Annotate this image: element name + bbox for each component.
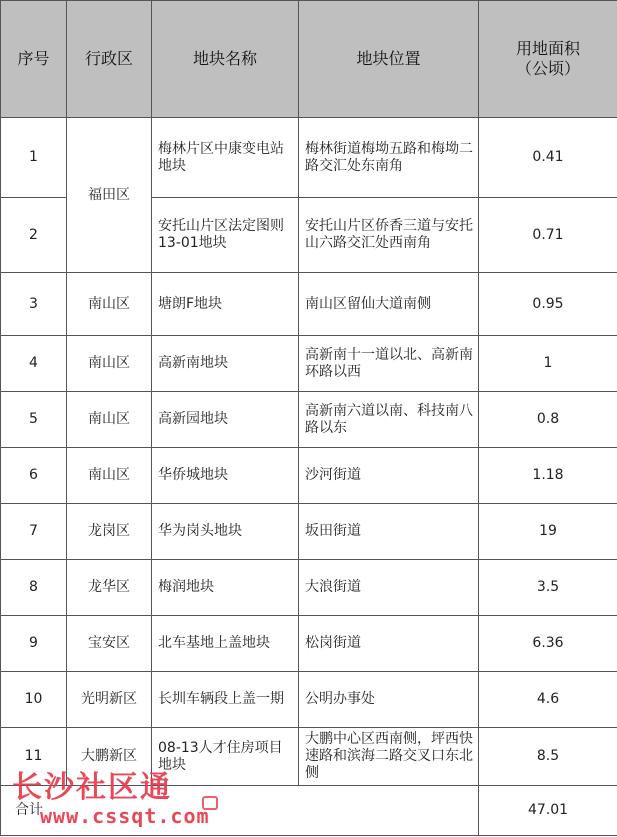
- cell-name: 08-13人才住房项目地块: [152, 728, 299, 786]
- cell-district: 龙华区: [67, 560, 152, 616]
- cell-area: 1: [479, 336, 617, 392]
- cell-name: 安托山片区法定图则13-01地块: [152, 198, 299, 273]
- table-row: [1, 728, 617, 786]
- table-row: [1, 560, 617, 616]
- cell-district: 宝安区: [67, 616, 152, 672]
- cell-location: 高新南十一道以北、高新南环路以西: [299, 336, 479, 392]
- cell-name: 高新南地块: [152, 336, 299, 392]
- cell-location: 高新南六道以南、科技南八路以东: [299, 392, 479, 448]
- cell-area: 1.18: [479, 448, 617, 504]
- cell-no: 10: [1, 672, 67, 728]
- cell-no: 5: [1, 392, 67, 448]
- cell-area: 6.36: [479, 616, 617, 672]
- header-area: [479, 1, 617, 118]
- watermark-text: 长沙社区通: [12, 770, 172, 805]
- table-row: [1, 336, 617, 392]
- cell-location: 大鹏中心区西南侧，坪西快速路和滨海二路交叉口东北侧: [299, 728, 479, 786]
- cell-no: 6: [1, 448, 67, 504]
- cell-district: 南山区: [67, 273, 152, 336]
- cell-district: 福田区: [67, 118, 152, 273]
- table-row: [1, 273, 617, 336]
- total-area: 47.01: [479, 786, 617, 836]
- table-row: [1, 504, 617, 560]
- header-district: 行政区: [67, 1, 152, 118]
- cell-area: 8.5: [479, 728, 617, 786]
- cell-area: 19: [479, 504, 617, 560]
- cell-location: 公明办事处: [299, 672, 479, 728]
- cell-name: 梅林片区中康变电站地块: [152, 118, 299, 198]
- cell-district: 南山区: [67, 336, 152, 392]
- cell-location: 沙河街道: [299, 448, 479, 504]
- watermark-url: www.cssqt.com: [40, 804, 210, 828]
- cell-name: 华侨城地块: [152, 448, 299, 504]
- header-location: 地块位置: [299, 1, 479, 118]
- cell-district: 南山区: [67, 392, 152, 448]
- table-row: [1, 672, 617, 728]
- cell-district: 光明新区: [67, 672, 152, 728]
- cell-no: 9: [1, 616, 67, 672]
- cell-area: 4.6: [479, 672, 617, 728]
- cell-name: 梅润地块: [152, 560, 299, 616]
- cell-name: 长圳车辆段上盖一期: [152, 672, 299, 728]
- total-row: [1, 786, 617, 836]
- cell-district: 大鹏新区: [67, 728, 152, 786]
- cell-no: 8: [1, 560, 67, 616]
- cell-location: 松岗街道: [299, 616, 479, 672]
- cell-area: 0.8: [479, 392, 617, 448]
- header-area-unit: （公顷）: [515, 59, 580, 78]
- header-name: 地块名称: [152, 1, 299, 118]
- header-no: 序号: [1, 1, 67, 118]
- cell-location: 坂田街道: [299, 504, 479, 560]
- cell-area: 3.5: [479, 560, 617, 616]
- cell-no: 1: [1, 118, 67, 198]
- cell-no: 2: [1, 198, 67, 273]
- total-label: 合计: [1, 786, 479, 836]
- cell-name: 华为岗头地块: [152, 504, 299, 560]
- cell-location: 大浪街道: [299, 560, 479, 616]
- cell-no: 11: [1, 728, 67, 786]
- table-row: [1, 448, 617, 504]
- cell-district: 龙岗区: [67, 504, 152, 560]
- header-area-label: 用地面积: [515, 39, 580, 58]
- cell-area: 0.71: [479, 198, 617, 273]
- table-row: [1, 118, 617, 198]
- cell-name: 高新园地块: [152, 392, 299, 448]
- cell-no: 7: [1, 504, 67, 560]
- cell-location: 安托山片区侨香三道与安托山六路交汇处西南角: [299, 198, 479, 273]
- cell-location: 梅林街道梅坳五路和梅坳二路交汇处东南角: [299, 118, 479, 198]
- table-row: [1, 392, 617, 448]
- cell-area: 0.95: [479, 273, 617, 336]
- cell-location: 南山区留仙大道南侧: [299, 273, 479, 336]
- cell-area: 0.41: [479, 118, 617, 198]
- cell-no: 4: [1, 336, 67, 392]
- cell-district: 南山区: [67, 448, 152, 504]
- table-header-row: [1, 1, 617, 118]
- cell-no: 3: [1, 273, 67, 336]
- table-row: [1, 616, 617, 672]
- cell-name: 塘朗F地块: [152, 273, 299, 336]
- cell-name: 北车基地上盖地块: [152, 616, 299, 672]
